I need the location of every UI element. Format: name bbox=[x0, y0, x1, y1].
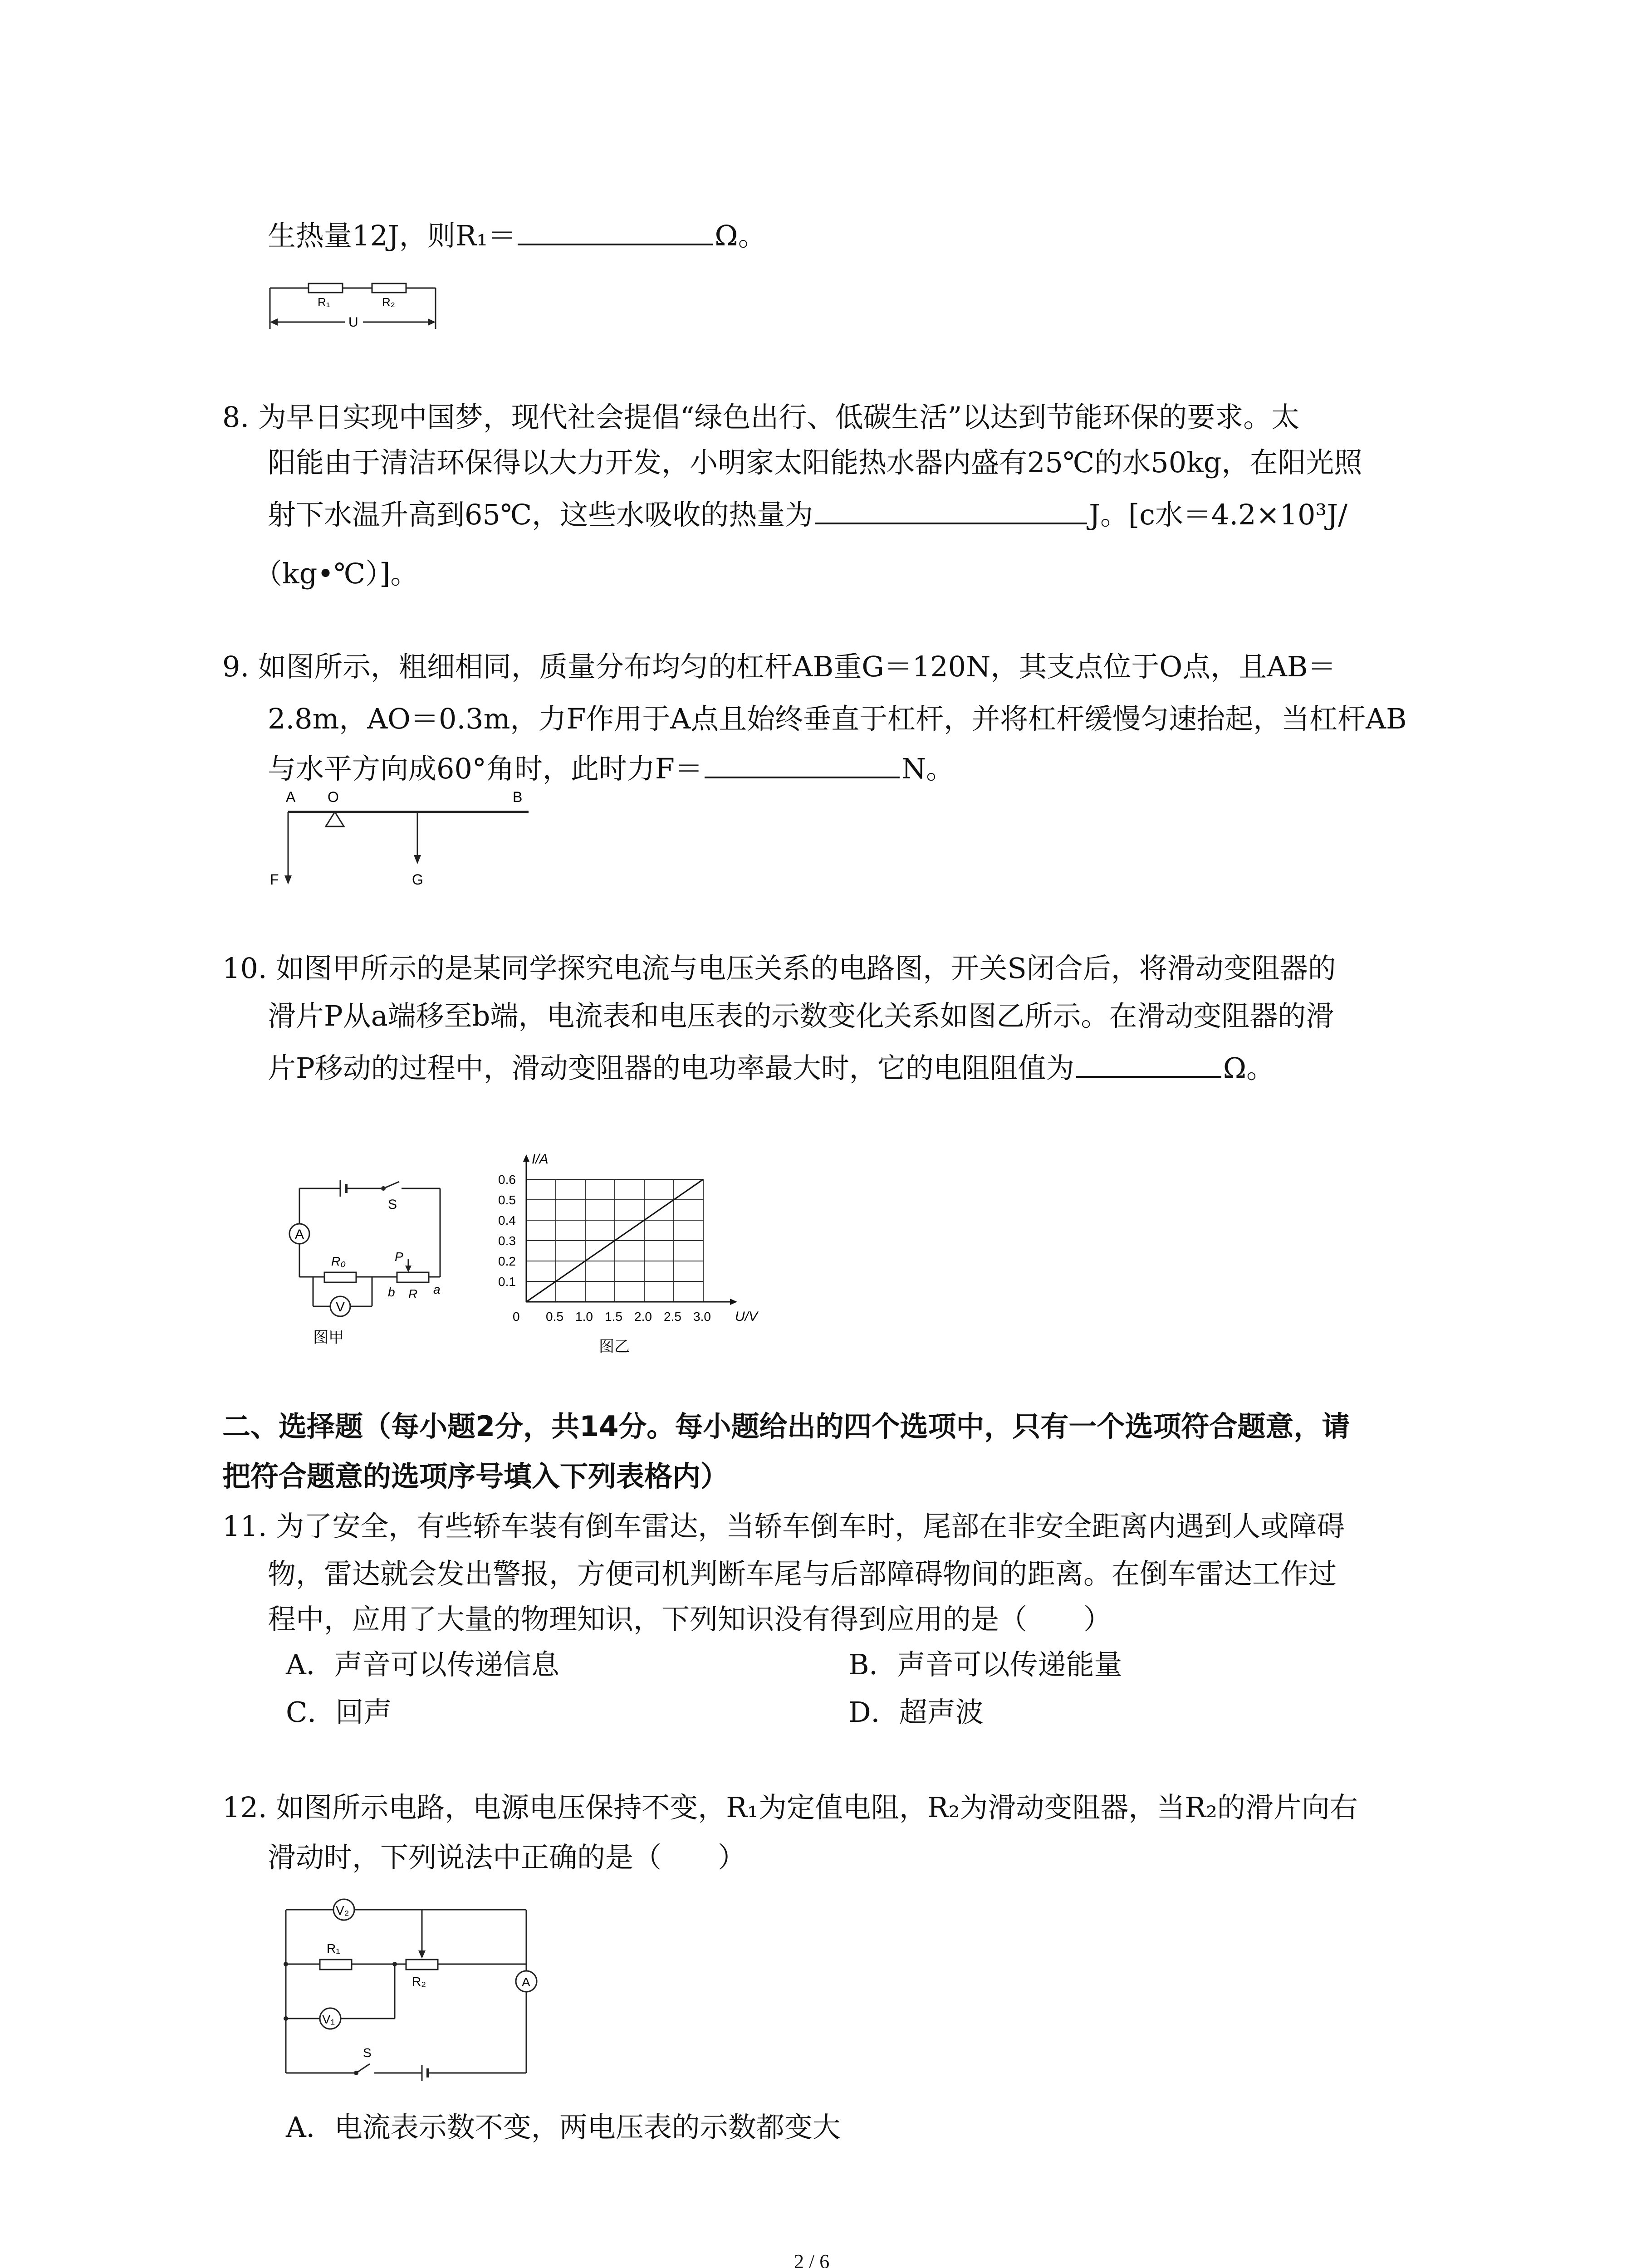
chart-y-arrow bbox=[523, 1154, 529, 1162]
chart-y-tick-label: 0.4 bbox=[498, 1213, 516, 1227]
chart-x-tick-label: 0.5 bbox=[546, 1310, 563, 1324]
chart-y-axis-label: I/A bbox=[532, 1152, 549, 1167]
q7-line bbox=[268, 218, 766, 254]
q9-label-f: F bbox=[270, 871, 279, 888]
q9-fulcrum bbox=[326, 812, 344, 826]
q12-r1-label: R₁ bbox=[327, 1941, 340, 1955]
q9-label-o: O bbox=[328, 789, 339, 805]
q7-r1-label: R₁ bbox=[318, 295, 330, 309]
q7-r1-resistor bbox=[309, 284, 343, 293]
q10-iu-chart bbox=[490, 1152, 789, 1361]
chart-y-tick-label: 0.5 bbox=[498, 1193, 516, 1207]
q11-line3: 程中，应用了大量的物理知识，下列知识没有得到应用的是（ ） bbox=[268, 1603, 1112, 1636]
q10-line2: 滑片P从a端移至b端，电流表和电压表的示数变化关系如图乙所示。在滑动变阻器的滑 bbox=[268, 999, 1334, 1032]
q10-switch-label: S bbox=[388, 1197, 397, 1212]
q7-unit: Ω。 bbox=[715, 219, 766, 252]
q11-option-a[interactable]: A．声音可以传递信息 bbox=[286, 1648, 559, 1681]
q8-line1: 8. 为早日实现中国梦，现代社会提倡“绿色出行、低碳生活”以达到节能环保的要求。太 bbox=[222, 401, 1300, 434]
chart-x-tick-label: 0 bbox=[513, 1310, 520, 1324]
chart-x-tick-label: 1.5 bbox=[605, 1310, 622, 1324]
q10-line3 bbox=[268, 1050, 1274, 1086]
q12-line2: 滑动时，下列说法中正确的是（ ） bbox=[268, 1841, 746, 1874]
q9-line3-pre: 与水平方向成60°角时，此时力F＝ bbox=[268, 752, 703, 785]
q8-line3-post: J。[c水＝4.2×10³J/ bbox=[1089, 498, 1348, 531]
q10-ammeter-label: A bbox=[295, 1227, 304, 1242]
q9-label-b: B bbox=[513, 789, 523, 805]
chart-x-tick-label: 3.0 bbox=[693, 1310, 711, 1324]
q7-u-label: U bbox=[348, 315, 358, 330]
chart-x-tick-label: 2.5 bbox=[664, 1310, 681, 1324]
q12-v1-label: V₁ bbox=[322, 2012, 335, 2026]
q10-line3-pre: 片P移动的过程中，滑动变阻器的电功率最大时，它的电阻阻值为 bbox=[268, 1051, 1074, 1085]
q11-line2: 物，雷达就会发出警报，方便司机判断车尾与后部障碍物间的距离。在倒车雷达工作过 bbox=[268, 1557, 1337, 1590]
q8-line4: （kg•℃）]。 bbox=[254, 557, 419, 590]
q11-option-d[interactable]: D．超声波 bbox=[848, 1696, 984, 1729]
q10-line3-post: Ω。 bbox=[1223, 1051, 1275, 1085]
q12-r2-rheostat bbox=[406, 1960, 438, 1970]
q10-answer-blank[interactable] bbox=[1076, 1051, 1221, 1078]
q12-line1: 12. 如图所示电路，电源电压保持不变，R₁为定值电阻，R₂为滑动变阻器，当R₂的滑片向右 bbox=[222, 1791, 1358, 1824]
page-number: 2 / 6 bbox=[794, 2250, 830, 2268]
q10-r-label: R bbox=[408, 1287, 418, 1301]
q8-line2: 阳能由于清洁环保得以大力开发，小明家太阳能热水器内盛有25℃的水50kg，在阳光照 bbox=[268, 446, 1362, 479]
q9-line1: 9. 如图所示，粗细相同，质量分布均匀的杠杆AB重G＝120N，其支点位于O点，且AB＝ bbox=[222, 650, 1336, 683]
q10-a-label: a bbox=[433, 1282, 441, 1296]
q9-line2: 2.8m，AO＝0.3m，力F作用于A点且始终垂直于杠杆，并将杠杆缓慢匀速抬起，当杠杆AB bbox=[268, 702, 1407, 735]
q9-lever-figure bbox=[268, 789, 540, 894]
q7-r2-label: R₂ bbox=[382, 295, 395, 309]
q11-line1: 11. 为了安全，有些轿车装有倒车雷达，当轿车倒车时，尾部在非安全距离内遇到人或障碍 bbox=[222, 1510, 1345, 1543]
q10-voltmeter-label: V bbox=[336, 1300, 345, 1315]
chart-x-tick-label: 1.0 bbox=[575, 1310, 593, 1324]
q10-r0-resistor bbox=[324, 1272, 356, 1282]
q12-r1-resistor bbox=[320, 1960, 352, 1970]
chart-y-tick-label: 0.3 bbox=[498, 1234, 516, 1248]
q10-rheostat bbox=[397, 1272, 429, 1282]
q9-answer-blank[interactable] bbox=[705, 751, 900, 778]
q10-circuit-caption: 图甲 bbox=[313, 1329, 344, 1346]
q7-circuit-figure bbox=[268, 272, 440, 336]
q9-label-g: G bbox=[412, 871, 423, 888]
chart-x-axis-label: U/V bbox=[735, 1309, 758, 1324]
section2-line1: 二、选择题（每小题2分，共14分。每小题给出的四个选项中，只有一个选项符合题意，请 bbox=[222, 1410, 1350, 1443]
q9-label-a: A bbox=[286, 789, 296, 805]
q7-text: 生热量12J，则R₁＝ bbox=[268, 219, 516, 252]
q9-line3-post: N。 bbox=[901, 752, 955, 785]
q11-option-c[interactable]: C．回声 bbox=[286, 1696, 392, 1729]
q7-r2-resistor bbox=[372, 284, 406, 293]
q10-chart-caption: 图乙 bbox=[599, 1338, 630, 1355]
q8-answer-blank[interactable] bbox=[815, 497, 1087, 524]
q8-line3-pre: 射下水温升高到65℃，这些水吸收的热量为 bbox=[268, 498, 813, 531]
q10-line1: 10. 如图甲所示的是某同学探究电流与电压关系的电路图，开关S闭合后，将滑动变阻器的 bbox=[222, 952, 1336, 985]
chart-x-tick-label: 2.0 bbox=[634, 1310, 652, 1324]
q7-answer-blank[interactable] bbox=[518, 218, 713, 245]
q12-r2-label: R₂ bbox=[412, 1975, 426, 1989]
q11-option-b[interactable]: B．声音可以传递能量 bbox=[848, 1648, 1122, 1681]
q12-option-a[interactable]: A．电流表示数不变，两电压表的示数都变大 bbox=[286, 2111, 841, 2144]
q12-ammeter-label: A bbox=[522, 1975, 530, 1989]
chart-y-tick-label: 0.1 bbox=[498, 1275, 516, 1289]
q9-line3 bbox=[268, 751, 954, 787]
q10-p-label: P bbox=[395, 1250, 403, 1264]
chart-y-tick-label: 0.2 bbox=[498, 1254, 516, 1268]
q12-circuit-figure bbox=[277, 1892, 535, 2091]
q10-b-label: b bbox=[388, 1285, 395, 1299]
q12-switch-label: S bbox=[363, 2046, 372, 2060]
q10-circuit-figure bbox=[272, 1175, 472, 1356]
q10-r0-label: R₀ bbox=[331, 1254, 346, 1268]
chart-x-arrow bbox=[730, 1299, 737, 1305]
section2-line2: 把符合题意的选项序号填入下列表格内） bbox=[222, 1460, 729, 1493]
q8-line3 bbox=[268, 497, 1347, 533]
q12-v2-label: V₂ bbox=[336, 1903, 349, 1917]
chart-y-tick-label: 0.6 bbox=[498, 1173, 516, 1187]
